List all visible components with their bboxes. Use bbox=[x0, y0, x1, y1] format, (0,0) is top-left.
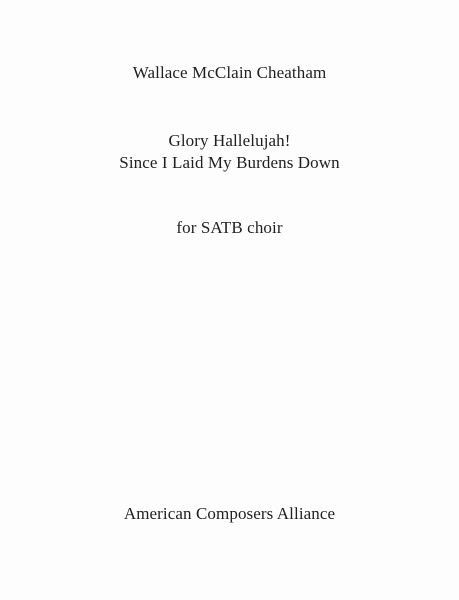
work-title-line-2: Since I Laid My Burdens Down bbox=[119, 153, 340, 172]
publisher-name: American Composers Alliance bbox=[123, 504, 336, 523]
work-title-line-1: Glory Hallelujah! bbox=[168, 131, 291, 150]
composer-name: Wallace McClain Cheatham bbox=[132, 63, 327, 82]
scoring-label: for SATB choir bbox=[176, 218, 283, 237]
